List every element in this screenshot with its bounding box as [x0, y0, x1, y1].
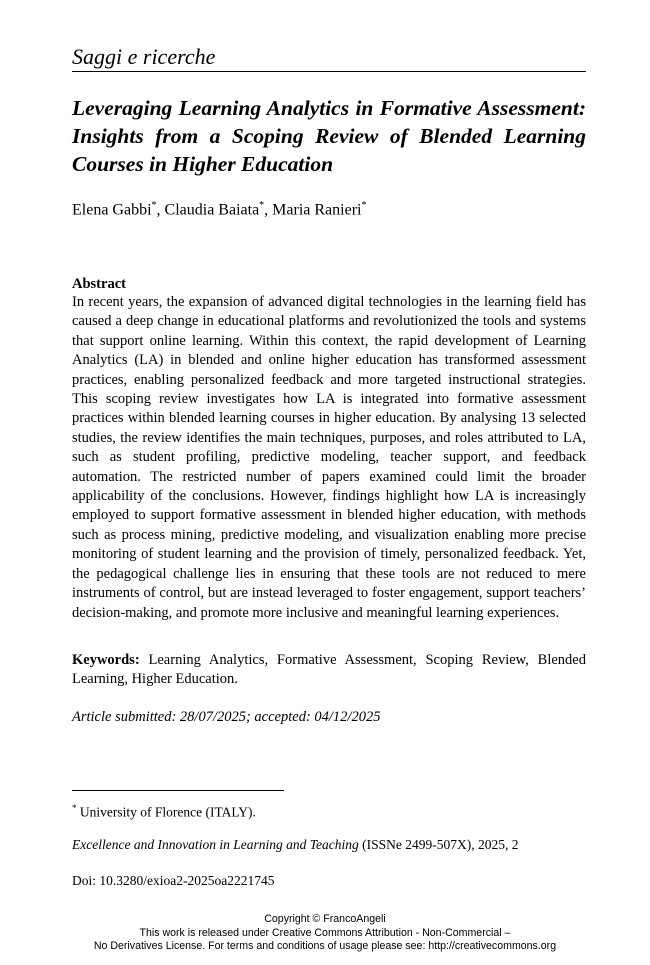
author-list: Elena Gabbi*, Claudia Baiata*, Maria Ranieri*: [72, 200, 367, 219]
author-footnote-mark: *: [151, 200, 157, 211]
keywords-text: Learning Analytics, Formative Assessment, Scoping Review, Blended Learning, Higher Education.: [72, 652, 586, 688]
footnote-mark: *: [72, 803, 77, 813]
doi[interactable]: Doi: 10.3280/exioa2-2025oa2221745: [72, 873, 275, 888]
license-notice: [0, 913, 650, 954]
journal-name: Excellence and Innovation in Learning and Teaching: [72, 837, 359, 852]
article-title: Leveraging Learning Analytics in Formative Assessment: Insights from a Scoping Review of Blended Learning Courses in Higher Education: [72, 96, 586, 176]
author-name: Claudia Baiata: [164, 201, 260, 219]
submission-dates: Article submitted: 28/07/2025; accepted: 04/12/2025: [72, 709, 381, 725]
license-line: This work is released under Creative Commons Attribution - Non-Commercial –: [139, 926, 511, 939]
footnote-divider: [72, 790, 284, 791]
keywords: [72, 651, 586, 690]
author-name: Maria Ranieri: [272, 201, 362, 219]
author-footnote-mark: *: [259, 200, 265, 211]
affiliation-text: University of Florence (ITALY).: [79, 804, 256, 820]
journal-citation: [72, 836, 518, 853]
author-footnote-mark: *: [361, 200, 367, 211]
journal-details: (ISSNe 2499-507X), 2025, 2: [362, 837, 519, 852]
copyright-line: Copyright © FrancoAngeli: [264, 913, 386, 925]
license-terms-line[interactable]: No Derivatives License. For terms and conditions of usage please see: http://creativecommons.org: [93, 940, 557, 952]
affiliation-footnote: [72, 800, 256, 821]
abstract-heading: Abstract: [72, 276, 126, 292]
author-name: Elena Gabbi: [72, 201, 152, 219]
abstract-text: In recent years, the expansion of advanced digital technologies in the learning field has caused a deep change in educational platforms and revolutionized the tools and systems that support online learning. Within this context, the rapid development of Learning Analytics (LA) in blended and online higher education has transformed assessment practices, enabling personalized feedback and more targeted instructional strategies. This scoping review investigates how LA is integrated into formative assessment practices within blended learning courses in higher education. By analysing 13 selected studies, the review identifies the main techniques, purposes, and roles attributed to LA, such as student profiling, predictive modeling, teacher support, and feedback automation. The restricted number of papers examined could limit the broader applicability of the conclusions. However, findings highlight how LA is increasingly employed to support formative assessment in blended higher education, with methods such as process mining, predictive modeling, and visualization enabling more precise monitoring of student learning and the provision of timely, personalized feedback. Yet, the pedagogical challenge lies in ensuring that these tools are not reduced to mere instruments of control, but are instead leveraged to foster engagement, support teachers’ decision-making, and promote more inclusive and meaningful learning experiences.: [72, 294, 586, 621]
keywords-label: Keywords:: [72, 652, 140, 668]
section-heading: Saggi e ricerche: [72, 44, 586, 72]
